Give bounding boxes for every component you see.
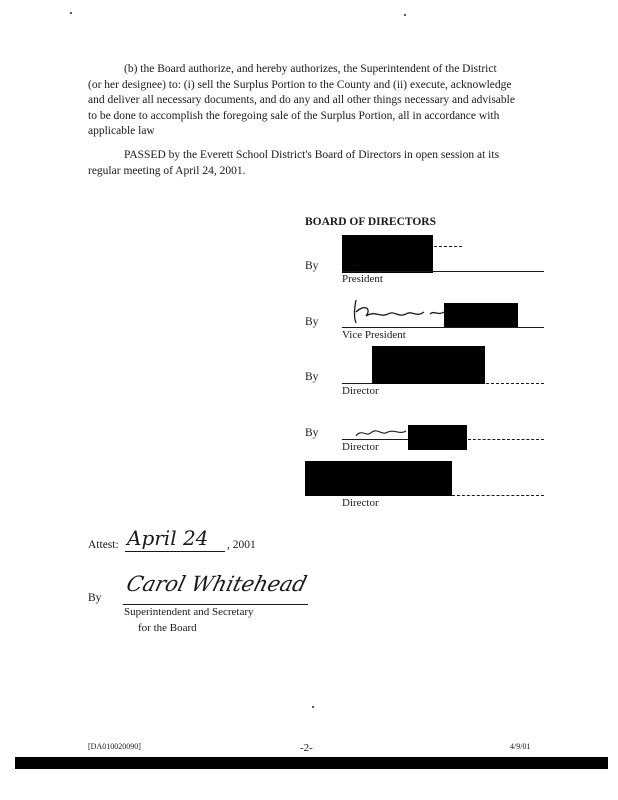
footer-date-code: 4/9/01 <box>510 742 531 751</box>
superintendent-title-2: for the Board <box>138 622 197 634</box>
board-heading: BOARD OF DIRECTORS <box>305 216 436 228</box>
signature-line <box>486 383 544 384</box>
by-label: By <box>305 316 319 328</box>
vice-president-signature <box>350 296 450 326</box>
paragraph-b <box>88 62 538 140</box>
attest-handwritten-date: April 24 <box>127 526 209 550</box>
by-label: By <box>305 427 319 439</box>
redaction-block <box>372 346 485 384</box>
paragraph-line: (or her designee) to: (i) sell the Surplus Portion to the County and (ii) execute, acknowledge <box>88 78 512 91</box>
by-label: By <box>305 260 319 272</box>
footer-bar <box>15 757 608 769</box>
president-title: President <box>342 273 383 285</box>
director-title: Director <box>342 441 379 453</box>
superintendent-signature: Carol Whitehead <box>124 572 310 596</box>
director-title: Director <box>342 385 379 397</box>
redaction-block <box>444 303 518 328</box>
director-title: Director <box>342 497 379 509</box>
superintendent-title-1: Superintendent and Secretary <box>124 606 254 618</box>
paragraph-line: regular meeting of April 24, 2001. <box>88 164 246 177</box>
redaction-block <box>305 461 452 496</box>
by-label: By <box>88 592 102 604</box>
signature-line <box>452 495 544 496</box>
director-signature <box>354 426 408 440</box>
passed-paragraph <box>88 148 538 179</box>
paragraph-line: PASSED by the Everett School District's Board of Directors in open session at its <box>124 149 500 161</box>
signature-stroke <box>434 246 462 247</box>
page-number: -2- <box>300 742 313 754</box>
attest-year: , 2001 <box>227 539 256 551</box>
redaction-block <box>408 425 467 450</box>
scan-speck <box>404 14 406 16</box>
scan-speck <box>312 706 314 708</box>
footer-doc-id: [DA010020090] <box>88 742 141 751</box>
paragraph-line: applicable law <box>88 125 155 137</box>
vice-president-title: Vice President <box>342 329 406 341</box>
paragraph-line: to be done to accomplish the foregoing sale of the Surplus Portion, all in accordance with <box>88 109 500 122</box>
by-label: By <box>305 371 319 383</box>
attest-date-line <box>125 551 225 552</box>
attest-label: Attest: <box>88 539 119 551</box>
signature-line <box>468 439 544 440</box>
signature-scribble: ~ <box>352 259 362 272</box>
paragraph-line: and deliver all necessary documents, and do any and all other things necessary and advisable <box>88 94 515 106</box>
paragraph-line: (b) the Board authorize, and hereby authorizes, the Superintendent of the District <box>124 63 497 75</box>
scan-speck <box>70 12 72 14</box>
